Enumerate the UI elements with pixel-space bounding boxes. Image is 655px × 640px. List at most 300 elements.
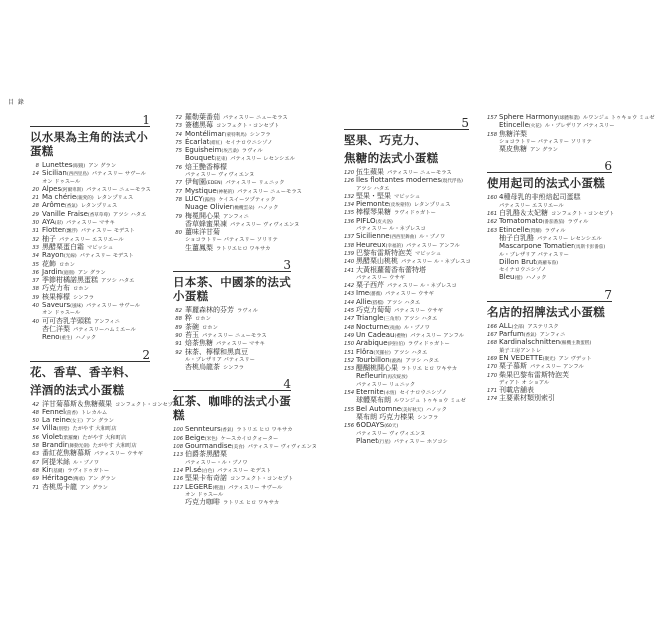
entry-translation: (傳承) — [72, 477, 85, 483]
entry-shop: ディアト オ ショアル — [499, 379, 550, 386]
entry-shop: コンフェクト・コンセプト — [551, 211, 615, 218]
entry-translation: (香氣) — [220, 428, 234, 434]
entry-name: Bel Automne — [356, 404, 402, 413]
entry-shop: パティスリー ホソコシ — [393, 438, 448, 445]
entry-shop-continued: オン ドゥスール — [185, 491, 224, 498]
entry-name: Sennteurs — [185, 425, 221, 434]
entry-name: 可可杏乳芋頭糕 — [42, 316, 91, 325]
entry-translation: (芙羅拉) — [373, 350, 391, 356]
entry-shop: アツシ ハタエ — [403, 316, 438, 323]
entry-shop: パティスリー サヴール — [228, 484, 283, 491]
entry-page-number: 158 — [487, 131, 498, 138]
entry-shop: パティスリー マサキ — [65, 220, 115, 227]
toc-entry — [487, 243, 612, 259]
section-item-list — [30, 162, 150, 343]
toc-entry — [173, 499, 291, 507]
entry-name: 黑醋栗蛋白霜 — [42, 242, 84, 251]
entry-shop: パティスリー アンフル — [530, 364, 584, 371]
entry-name: La reine — [42, 416, 71, 425]
entry-name: Eternite — [356, 388, 384, 397]
entry-shop: レタンプリュス — [96, 195, 134, 202]
entry-name: 杏桃烏龍茶 — [185, 363, 220, 372]
entry-translation: (EDEN) — [206, 181, 223, 187]
entry-translation: (紫羅蘭) — [61, 435, 80, 441]
entry-page-number: 42 — [32, 401, 39, 408]
entry-name: LEGERE — [185, 482, 213, 491]
entry-shop: ロホン — [202, 324, 218, 331]
section-item-list — [344, 169, 469, 446]
entry-name: 伍生蘋果 — [356, 168, 384, 176]
entry-shop: パティスリーハムミエール — [73, 326, 136, 333]
entry-shop: アツシ ハタエ — [393, 349, 428, 356]
entry-page-number: 90 — [175, 332, 182, 339]
entry-name: 苔玉 — [185, 330, 199, 339]
entry-name: Rayon — [42, 251, 64, 260]
entry-name: AYA — [42, 218, 55, 227]
entry-shop: パティスリー ニューモラス — [86, 186, 151, 193]
toc-section — [173, 377, 317, 507]
entry-shop: ラヴィル — [567, 219, 589, 226]
toc-section — [30, 114, 150, 343]
entry-shop: パティスリー エスリエール — [499, 202, 564, 209]
entry-name: Pl.sé — [185, 465, 202, 474]
entry-name: 大黃根蘿蔔香布蕾特塔 — [356, 265, 426, 274]
section-title: 使用起司的法式小蛋糕 — [487, 176, 605, 191]
entry-translation: (60天) — [384, 424, 399, 430]
entry-shop: ラヴィル — [241, 148, 263, 155]
toc-entry — [344, 218, 469, 234]
entry-page-number: 154 — [344, 390, 355, 397]
entry-page-number: 75 — [175, 148, 182, 155]
entry-shop: パティスリー ウサギ — [384, 291, 434, 298]
toc-entry — [487, 274, 612, 282]
entry-name: 栗子西芹 — [356, 281, 384, 290]
entry-shop: セイナロウニシゾノ — [225, 139, 273, 146]
entry-page-number: 161 — [487, 211, 498, 218]
section-title: 名店的招牌法式小蛋糕 — [487, 304, 605, 319]
entry-name: Triangle — [356, 314, 384, 323]
entry-translation: (重生) — [59, 336, 73, 342]
entry-page-number: 169 — [487, 355, 498, 362]
toc-entry — [487, 395, 612, 403]
entry-translation: (幸福的) — [385, 243, 403, 249]
entry-page-number: 21 — [32, 195, 39, 202]
entry-name: 薑味洋甘菊 — [185, 228, 220, 237]
entry-shop: ハノック — [525, 275, 547, 282]
entry-page-number: 136 — [344, 218, 355, 225]
entry-translation: (米色) — [204, 436, 218, 442]
entry-shop: アツシ ハタエ — [405, 357, 439, 364]
section-title: 洋酒的法式小蛋糕 — [30, 382, 125, 397]
toc-entry — [344, 373, 469, 389]
entry-shop-continued: 菓子工房アントレ — [499, 347, 542, 354]
entry-page-number: 40 — [32, 303, 39, 310]
entry-translation: (緋紅) — [209, 140, 223, 146]
entry-translation: (禮物) — [394, 333, 408, 339]
section-divider — [344, 129, 469, 130]
entry-name: Etincelle — [499, 225, 529, 234]
entry-page-number: 74 — [175, 131, 182, 138]
entry-name: Kardinalschnitten — [499, 338, 561, 347]
entry-shop: パティスリー ニューモラス — [202, 332, 267, 339]
entry-name: Gourmandise — [185, 442, 232, 451]
entry-name: Nuage Olivier — [185, 203, 233, 212]
entry-shop: パティスリー モデスト — [79, 253, 134, 260]
entry-name: Kir — [42, 465, 52, 474]
entry-page-number: 72 — [175, 115, 182, 121]
entry-name: Bleu — [499, 273, 515, 282]
entry-translation: (薔薇) — [369, 292, 382, 298]
entry-name: Bouquet — [185, 154, 215, 163]
entry-name: 栗皮焦糖 — [499, 145, 527, 154]
entry-page-number: 149 — [344, 332, 355, 339]
entry-shop: パティスリー ニューモラス — [237, 188, 302, 195]
entry-shop: アンフィニ — [223, 213, 249, 220]
entry-page-number: 108 — [173, 444, 184, 451]
entry-name: 阿提米絲 — [42, 457, 70, 466]
entry-translation: (香氣) — [64, 204, 78, 210]
entry-name: Arabique — [356, 339, 388, 348]
entry-translation: (庭園) — [61, 270, 75, 276]
entry-shop: パティスリー ヴィヴィエンヌ — [230, 221, 300, 228]
entry-translation: (橄欖雲朵) — [232, 206, 255, 212]
entry-page-number: 171 — [487, 388, 498, 395]
entry-name: Un Cadeau — [356, 330, 395, 339]
entry-shop: パティスリー アンフル — [406, 242, 460, 249]
entry-page-number: 71 — [32, 484, 39, 491]
entry-page-number: 117 — [173, 484, 184, 491]
entry-translation: (現代浮島) — [441, 179, 463, 185]
toc-entry — [344, 438, 469, 446]
entry-page-number: 68 — [32, 467, 39, 474]
entry-page-number: 167 — [487, 332, 498, 339]
entry-shop: シンフラ — [417, 414, 439, 421]
toc-entry — [30, 170, 150, 186]
entry-shop: ケイスイーツプティック — [218, 196, 276, 203]
entry-shop: パティスリー・ル・ブノワ — [185, 459, 248, 466]
entry-page-number: 138 — [344, 242, 355, 249]
entry-name: Fennel — [42, 407, 66, 416]
entry-page-number: 78 — [175, 196, 182, 203]
entry-page-number: 126 — [344, 178, 355, 185]
entry-page-number: 79 — [175, 213, 182, 220]
entry-shop: パティスリー ヴィヴィエンヌ — [185, 172, 255, 179]
entry-name: Flôra — [356, 347, 374, 356]
entry-page-number: 132 — [344, 193, 355, 200]
entry-name: Tomatomato — [499, 217, 543, 226]
entry-page-number: 54 — [32, 426, 39, 433]
entry-shop: ラヴィル — [544, 227, 566, 234]
entry-shop: コンフェクト・コンセプト — [115, 401, 179, 408]
entry-name: Tourbillon — [356, 355, 390, 364]
section-title: 花、香草、香辛料、 — [30, 364, 137, 379]
entry-name: Heureux — [356, 240, 386, 249]
entry-name: 抹茶、檸檬和黑真豆 — [185, 347, 248, 356]
entry-translation: (茴香) — [65, 410, 78, 416]
section-number: 3 — [283, 258, 291, 273]
section-number: 1 — [142, 113, 150, 127]
entry-name: Allie — [356, 297, 371, 306]
entry-name: Piemonte — [356, 200, 389, 209]
entry-page-number: 63 — [32, 451, 39, 458]
entry-shop: ハノック — [75, 335, 97, 342]
entry-shop: コンフェクト・コンセプト — [216, 123, 280, 130]
entry-name: Brandir — [42, 441, 68, 450]
entry-page-number: 50 — [32, 418, 39, 425]
entry-shop: パティスリー サヴール — [85, 303, 141, 310]
entry-name: 巧克力咖啡 — [185, 498, 220, 507]
section-divider — [30, 361, 150, 362]
section-number: 4 — [283, 377, 291, 392]
section-item-list — [173, 113, 302, 253]
entry-shop: マビッシュ — [87, 244, 114, 251]
entry-page-number: 82 — [175, 308, 182, 315]
entry-name: 伯爵茶黑醋栗 — [185, 450, 227, 459]
entry-name: 栗布朗 巧克力榛果 — [356, 412, 415, 421]
entry-page-number: 88 — [175, 316, 182, 323]
section-number: 7 — [604, 287, 612, 302]
entry-translation: (光線) — [63, 254, 77, 260]
entry-shop: ロホン — [195, 316, 211, 323]
entry-name: Etincelle — [499, 121, 529, 130]
entry-name: Violet — [42, 432, 62, 441]
entry-shop: パティスリー リュニック — [356, 381, 416, 388]
entry-shop: アツシ ハタエ — [386, 299, 421, 306]
entry-translation: (夜曲) — [388, 325, 401, 331]
entry-shop: ロホン — [73, 286, 89, 293]
entry-shop: ラヴィドゥガトー — [407, 341, 450, 348]
entry-name: 巴黎布雷斯特泡芙 — [356, 248, 412, 257]
entry-shop-continued: パティスリー ル・ネプレスコ — [356, 226, 426, 233]
toc-section — [487, 159, 615, 282]
entry-shop: パティスリー レセンシエル — [230, 156, 295, 163]
entry-page-number: 58 — [32, 443, 39, 450]
entry-shop: マビッシュ — [415, 250, 442, 257]
entry-page-number: 33 — [32, 244, 39, 251]
section-item-list — [173, 307, 291, 372]
entry-name: 球體栗布朗 — [356, 396, 391, 405]
entry-shop: レタンプリュス — [80, 203, 118, 210]
toc-section — [173, 113, 302, 253]
entry-translation: (西西里舞曲) — [389, 235, 417, 241]
entry-shop-continued: オン ドゥスール — [42, 178, 81, 185]
entry-shop: ハノック — [257, 205, 279, 212]
section-divider — [487, 301, 612, 302]
entry-page-number: 113 — [173, 452, 184, 459]
toc-entry — [30, 302, 150, 318]
entry-shop: パティスリー ウサギ — [356, 274, 405, 281]
section-title: 焦糖的法式小蛋糕 — [344, 151, 439, 165]
entry-translation: (彩) — [54, 221, 63, 227]
toc-entry — [487, 339, 612, 355]
entry-shop: ラヴィル — [237, 308, 258, 315]
entry-name: Flotter — [42, 226, 65, 235]
entry-page-number: 35 — [32, 261, 39, 268]
section-item-list — [487, 323, 612, 404]
entry-translation: (別墅) — [56, 427, 70, 433]
entry-shop: ショコラトリー パティスリー ソリリテ — [499, 138, 592, 145]
entry-translation: (風味) — [70, 304, 83, 310]
toc-entry — [487, 131, 612, 147]
entry-shop: アン ヴデット — [558, 355, 592, 362]
entry-shop: パティスリー マサキ — [216, 341, 265, 348]
section-number: 5 — [461, 116, 469, 130]
entry-translation: (美食) — [231, 445, 245, 451]
entry-translation: (火花) — [528, 124, 542, 130]
toc-entry — [487, 259, 612, 275]
entry-name: PIFLO — [356, 216, 376, 225]
entry-shop: ロホン — [59, 261, 75, 268]
toc-entry — [173, 364, 291, 372]
entry-name: 焦糖洋梨 — [499, 129, 527, 138]
entry-translation: (白色) — [201, 468, 215, 474]
entry-name: 堅果卡布奇諾 — [185, 474, 227, 483]
section-title: 以水果為主角的法式小蛋糕 — [30, 130, 148, 158]
entry-page-number: 153 — [344, 366, 355, 373]
toc-entry — [487, 194, 612, 210]
entry-page-number: 163 — [487, 227, 498, 234]
entry-translation: (埃吉桑) — [221, 149, 239, 155]
entry-name: 羅勒葉番茄 — [185, 113, 220, 121]
entry-page-number: 155 — [344, 406, 355, 413]
entry-translation: (皮夫洛) — [375, 219, 393, 225]
entry-page-number: 73 — [175, 123, 182, 130]
entry-shop: パティスリー リュニック — [225, 180, 285, 187]
entry-shop: ラトリエヒロ ワキサカ — [216, 245, 271, 252]
entry-shop: シンフラ — [223, 365, 245, 372]
entry-name: 棒檬琴果糖 — [356, 208, 391, 217]
entry-name: 巧克力萄萄 — [356, 306, 391, 315]
entry-name: Parfum — [499, 330, 524, 339]
entry-shop: ル・ブノワ — [73, 459, 100, 466]
entry-page-number: 76 — [175, 164, 182, 171]
entry-shop: パティスリー ル・ネプレスコ — [401, 259, 471, 266]
entry-translation: (西西里島) — [66, 172, 89, 178]
entry-page-number: 170 — [487, 372, 498, 379]
entry-page-number: 114 — [173, 467, 184, 474]
section-title: 紅茶、咖啡的法式小蛋糕 — [173, 394, 291, 423]
entry-name: Sicilienne — [356, 232, 390, 241]
entry-page-number: 30 — [32, 220, 39, 227]
entry-page-number: 32 — [32, 236, 39, 243]
entry-shop: セイナロウニシゾノ — [499, 267, 547, 274]
entry-page-number: 8 — [35, 163, 39, 169]
entry-page-number: 134 — [344, 202, 355, 209]
entry-name: 焙王艷香檸檬 — [185, 162, 227, 171]
entry-translation: (女王) — [70, 419, 83, 425]
entry-name: 華麗森林的芬芳 — [185, 306, 234, 315]
entry-name: Montélimar — [185, 129, 225, 138]
section-title: 日本茶、中國茶的法式小蛋糕 — [173, 275, 291, 304]
entry-name: 柚子 — [42, 234, 56, 243]
entry-shop: アン グラン — [87, 476, 116, 483]
entry-name: Reno — [42, 333, 60, 342]
entry-name: 番紅花焦糖慕斯 — [42, 449, 91, 458]
entry-translation: (皮埃蒙特) — [388, 203, 411, 209]
toc-section — [487, 113, 655, 154]
entry-shop: ルワンジュ トゥキョウ ミュゼ — [582, 115, 655, 121]
entry-name: Ma chérie — [42, 193, 77, 202]
toc-entry — [487, 372, 612, 388]
entry-name: Mystique — [185, 186, 217, 195]
entry-shop: パティスリー ル・ネプレスコ — [387, 283, 457, 290]
entry-name: Villa — [42, 424, 57, 433]
entry-name: Îles flottantes modernes — [356, 176, 442, 185]
entry-name: Vanille Fraise — [42, 209, 88, 218]
entry-page-number: 67 — [32, 459, 39, 466]
entry-shop: ラトリエ ヒロ ワキサカ — [236, 427, 293, 434]
entry-shop: ラトリエ ヒロ ワキサカ — [401, 366, 458, 373]
entry-page-number: 39 — [32, 294, 39, 301]
section-item-list — [173, 425, 317, 507]
entry-page-number: 168 — [487, 340, 498, 347]
entry-shop: ラヴィドゥガトー — [394, 210, 436, 217]
entry-translation: (閃耀) — [528, 228, 542, 234]
entry-translation: (露西) — [202, 197, 216, 203]
entry-shop-continued: パティスリー ヴィヴィエンヌ — [356, 430, 426, 437]
entry-name: Nocturne — [356, 322, 389, 331]
toc-column-3 — [344, 117, 469, 446]
entry-shop: アン グラン — [85, 418, 114, 425]
entry-shop: コンフェクト・コンセプト — [230, 476, 294, 483]
entry-page-number: 80 — [175, 230, 182, 237]
entry-shop: アツシ ハタエ — [101, 278, 135, 285]
entry-name: 花飾 — [42, 259, 56, 268]
toc-entry — [30, 334, 150, 342]
entry-shop: パティスリー エスリエール — [59, 236, 124, 243]
entry-page-number: 141 — [344, 267, 355, 274]
entry-translation: (舞動光劍) — [67, 444, 90, 450]
entry-name: 栗子慕斯 — [499, 362, 527, 371]
entry-shop: アン グラン — [77, 269, 106, 276]
entry-translation: (親愛的) — [76, 196, 94, 202]
entry-shop-continued: アツシ ハタエ — [356, 185, 390, 192]
entry-shop: ケースカイロクォーター — [220, 435, 279, 442]
toc-section — [344, 117, 469, 446]
entry-name: 堅果・堅果 — [356, 191, 391, 200]
entry-translation: (阿爾卑斯) — [61, 187, 84, 193]
entry-name: 醍醐桃開心果 — [356, 364, 398, 373]
entry-page-number: 170 — [487, 364, 498, 371]
toc-column-2 — [173, 113, 317, 507]
entry-page-number: 40 — [32, 318, 39, 325]
entry-shop: パティスリー ウサギ — [94, 451, 143, 458]
entry-shop: パティスリー モデスト — [80, 228, 135, 235]
entry-translation: (蒔蘿布魯) — [536, 260, 558, 266]
entry-translation: (樞機主教蛋糕) — [560, 341, 592, 347]
entry-page-number: 77 — [175, 188, 182, 195]
entry-page-number: 91 — [175, 341, 182, 348]
entry-name: 生薑鳳梨 — [185, 243, 213, 252]
entry-translation: (眼鏡) — [72, 164, 86, 169]
entry-shop: ハノック — [426, 406, 447, 413]
entry-name: 洋甘菊慕斯＆焦糖蘋果 — [42, 399, 112, 408]
entry-shop: ル・ブレザリア パティスリー — [544, 123, 615, 130]
entry-shop: アンフィニ — [539, 332, 566, 339]
entry-name: 4種母乳的非煎焙起司蛋糕 — [499, 193, 581, 202]
entry-page-number: 92 — [175, 349, 182, 356]
entry-page-number: 29 — [32, 211, 39, 218]
entry-shop: ル・ブノワ — [403, 324, 430, 331]
toc-section — [173, 259, 291, 372]
entry-translation: (行星) — [377, 439, 391, 445]
entry-page-number: 145 — [344, 308, 355, 315]
entry-translation: (全部) — [511, 324, 525, 330]
entry-translation: (藍) — [514, 276, 523, 282]
entry-shop: たがやす 大和町店 — [92, 443, 137, 450]
entry-name: ALL — [499, 321, 512, 330]
entry-page-number: 160 — [487, 195, 498, 202]
